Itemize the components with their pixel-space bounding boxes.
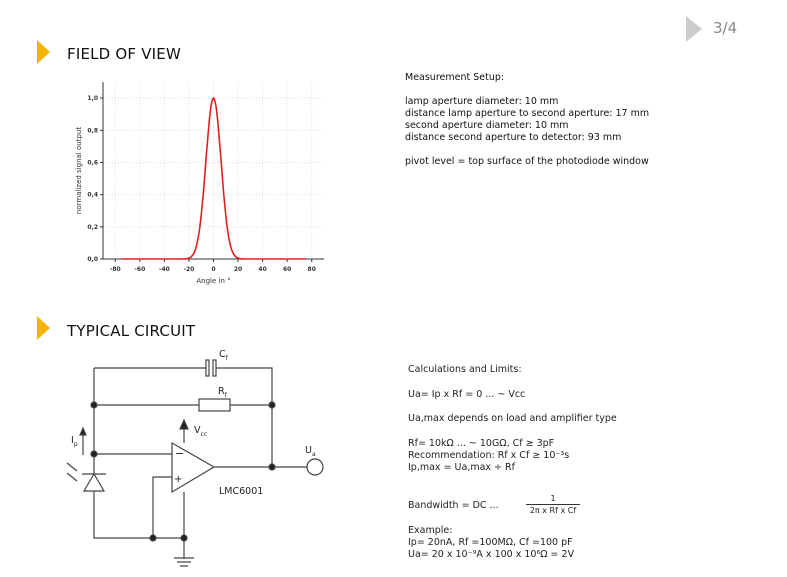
y-tick-label: 0,2 — [87, 223, 98, 231]
x-tick-label: 60 — [282, 266, 292, 273]
setup-line: distance lamp aperture to second aperture: 17 mm — [405, 108, 650, 119]
calc-line: Ip,max = Ua,max ÷ Rf — [408, 462, 515, 473]
ip-label: $I_p$ — [71, 435, 78, 448]
x-tick-label: -60 — [134, 266, 146, 273]
fraction-line — [526, 504, 580, 505]
setup-line: lamp aperture diameter: 10 mm — [405, 96, 559, 107]
rf-label: $R_f$ — [218, 386, 227, 399]
y-tick-label: 0,0 — [87, 256, 98, 263]
example-line: Ip= 20nA, Rf =100MΩ, Cf =100 pF — [408, 537, 573, 548]
x-axis-label: Angle in ° — [196, 277, 231, 285]
x-tick-label: 20 — [233, 266, 243, 273]
calc-line: Ua,max depends on load and amplifier type — [408, 413, 617, 424]
circuit-diagram — [0, 340, 360, 577]
calc-line: Ua= Ip x Rf = 0 ... ~ Vcc — [408, 389, 526, 400]
svg-text:−: − — [175, 447, 185, 460]
svg-text:+: + — [174, 474, 183, 485]
setup-line: distance second aperture to detector: 93 mm — [405, 132, 622, 143]
setup-pivot: pivot level = top surface of the photodiode window — [405, 156, 649, 167]
opamp-label: LMC6001 — [219, 486, 264, 497]
fov-chart — [0, 0, 400, 300]
ua-label: $U_a$ — [305, 445, 316, 458]
section-title-fov: FIELD OF VIEW — [67, 45, 182, 63]
bandwidth-label: Bandwidth = DC ... — [408, 500, 499, 511]
vcc-label: $V_{cc}$ — [194, 425, 208, 438]
calc-line: Rf= 10kΩ ... ~ 10GΩ, Cf ≥ 3pF — [408, 438, 555, 449]
y-axis-label: normalized signal output — [75, 126, 83, 215]
bw-denominator: 2π x Rf x Cf — [529, 506, 577, 515]
section-marker-icon — [37, 316, 53, 340]
y-tick-label: 0,4 — [87, 191, 98, 199]
y-tick-label: 1,0 — [87, 95, 98, 103]
page-number: 3/4 — [713, 19, 738, 37]
cf-label: $C_f$ — [219, 349, 228, 362]
x-tick-label: 0 — [211, 266, 216, 273]
calc-title: Calculations and Limits: — [408, 364, 522, 375]
measurement-setup — [405, 72, 649, 168]
y-tick-label: 0,6 — [87, 159, 98, 167]
calc-line: Recommendation: Rf x Cf ≥ 10⁻³s — [408, 450, 570, 461]
example-line: Ua= 20 x 10⁻⁹A x 100 x 10⁶Ω = 2V — [408, 549, 575, 560]
x-tick-label: -80 — [109, 266, 121, 273]
x-tick-label: 40 — [258, 266, 267, 273]
bw-numerator: 1 — [550, 494, 556, 503]
x-tick-label: 80 — [307, 266, 316, 273]
page-arrow-icon — [686, 16, 704, 42]
x-tick-label: -20 — [183, 266, 195, 273]
y-tick-label: 0,8 — [87, 127, 98, 135]
x-tick-label: -40 — [158, 266, 170, 273]
example-title: Example: — [408, 525, 453, 536]
setup-title: Measurement Setup: — [405, 72, 505, 83]
section-title-circuit: TYPICAL CIRCUIT — [67, 322, 196, 340]
setup-line: second aperture diameter: 10 mm — [405, 120, 569, 131]
